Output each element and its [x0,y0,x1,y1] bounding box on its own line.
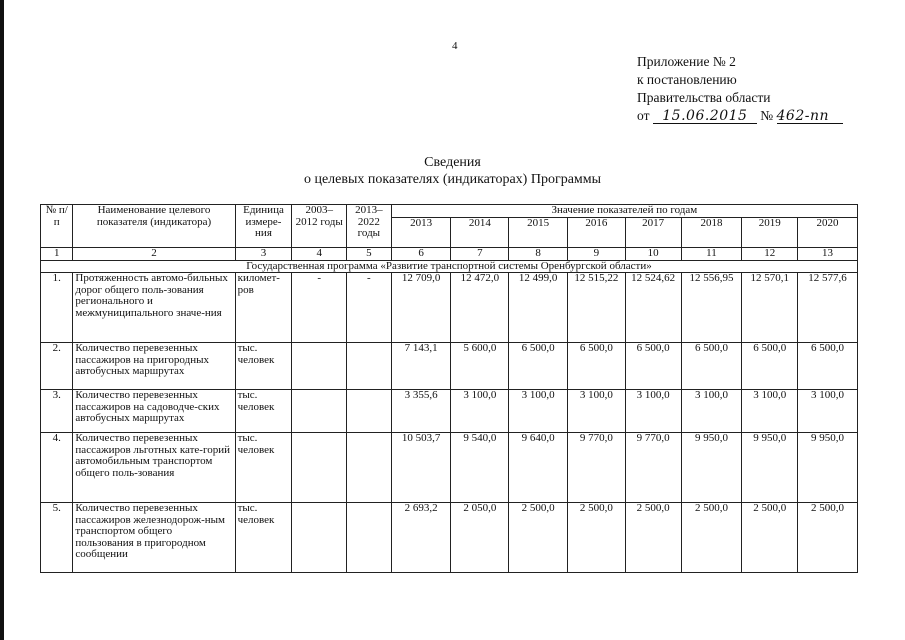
value-cell: 2 500,0 [798,503,858,573]
value-cell: 9 950,0 [798,433,858,503]
value-cell: 6 500,0 [568,343,626,390]
period-2013-2022-cell: - [347,273,392,343]
table-row [41,503,858,573]
unit-cell: километ-ров [235,273,292,343]
table-row [41,433,858,503]
header-years-group: Значение показателей по годам [391,205,857,218]
indicator-name: Протяженность автомо-бильных дорог общего поль-зования регионального и межмуниципального значе-ния [73,273,235,343]
header-year: 2015 [509,217,568,248]
unit-cell: тыс. человек [235,433,292,503]
value-cell: 6 500,0 [798,343,858,390]
value-cell: 12 499,0 [509,273,568,343]
value-cell: 12 556,95 [681,273,742,343]
header-year: 2020 [798,217,858,248]
appendix-date-line [637,107,843,125]
header-row-1 [41,205,858,218]
value-cell: 2 500,0 [681,503,742,573]
column-number: 11 [681,248,742,261]
indicator-name: Количество перевезенных пассажиров на пригородных автобусных маршрутах [73,343,235,390]
value-cell: 6 500,0 [742,343,798,390]
value-cell: 6 500,0 [625,343,681,390]
value-cell: 5 600,0 [451,343,509,390]
row-number: 4. [41,433,73,503]
value-cell: 3 355,6 [391,390,451,433]
value-cell: 2 500,0 [568,503,626,573]
column-number: 6 [391,248,451,261]
column-number: 7 [451,248,509,261]
header-unit: Единица измере-ния [235,205,292,248]
value-cell: 2 500,0 [742,503,798,573]
table-row [41,390,858,433]
value-cell: 3 100,0 [509,390,568,433]
value-cell: 9 640,0 [509,433,568,503]
value-cell: 2 500,0 [625,503,681,573]
scan-edge [0,0,4,640]
value-cell: 9 950,0 [681,433,742,503]
unit-cell: тыс. человек [235,343,292,390]
header-year: 2013 [391,217,451,248]
appendix-line-1: Приложение № 2 [637,54,736,69]
column-number: 5 [347,248,392,261]
value-cell: 12 515,22 [568,273,626,343]
indicator-name: Количество перевезенных пассажиров железнодорож-ным транспортом общего пользования в пригородном сообщении [73,503,235,573]
header-year: 2019 [742,217,798,248]
value-cell: 3 100,0 [742,390,798,433]
value-cell: 2 050,0 [451,503,509,573]
value-cell: 3 100,0 [568,390,626,433]
page-number: 4 [452,40,458,52]
header-year: 2014 [451,217,509,248]
column-number: 13 [798,248,858,261]
period-2003-2012-cell [292,343,347,390]
column-number: 3 [235,248,292,261]
row-number: 1. [41,273,73,343]
header-name: Наименование целевого показателя (индикатора) [73,205,235,248]
unit-cell: тыс. человек [235,503,292,573]
column-number: 8 [509,248,568,261]
value-cell: 6 500,0 [509,343,568,390]
value-cell: 3 100,0 [451,390,509,433]
appendix-from-label: от [637,108,650,123]
appendix-line-2: к постановлению [637,72,737,87]
header-period-2: 2013– 2022 годы [347,205,392,248]
column-number: 9 [568,248,626,261]
program-title: Государственная программа «Развитие транспортной системы Оренбургской области» [41,260,858,273]
table-row [41,343,858,390]
unit-cell: тыс. человек [235,390,292,433]
value-cell: 9 950,0 [742,433,798,503]
period-2013-2022-cell [347,343,392,390]
value-cell: 9 770,0 [568,433,626,503]
appendix-line-3: Правительства области [637,90,771,105]
row-number: 5. [41,503,73,573]
value-cell: 12 570,1 [742,273,798,343]
indicator-name: Количество перевезенных пассажиров на садоводче-ских автобусных маршрутах [73,390,235,433]
value-cell: 12 577,6 [798,273,858,343]
table-row [41,273,858,343]
column-number-row [41,248,858,261]
period-2013-2022-cell [347,390,392,433]
period-2003-2012-cell [292,503,347,573]
appendix-number: 462-пп [777,109,843,124]
appendix-number-label: № [760,108,774,123]
value-cell: 2 500,0 [509,503,568,573]
column-number: 1 [41,248,73,261]
header-year: 2016 [568,217,626,248]
period-2013-2022-cell [347,433,392,503]
value-cell: 3 100,0 [625,390,681,433]
value-cell: 12 524,62 [625,273,681,343]
value-cell: 7 143,1 [391,343,451,390]
program-row [41,260,858,273]
header-period-1: 2003– 2012 годы [292,205,347,248]
appendix-block [637,53,843,125]
value-cell: 3 100,0 [798,390,858,433]
header-year: 2018 [681,217,742,248]
column-number: 4 [292,248,347,261]
indicators-table [40,204,858,573]
header-year: 2017 [625,217,681,248]
header-num: № п/п [41,205,73,248]
row-number: 3. [41,390,73,433]
title-line-1: Сведения [424,155,481,170]
value-cell: 12 472,0 [451,273,509,343]
value-cell: 3 100,0 [681,390,742,433]
value-cell: 12 709,0 [391,273,451,343]
document-title [0,154,905,188]
column-number: 2 [73,248,235,261]
value-cell: 9 540,0 [451,433,509,503]
value-cell: 2 693,2 [391,503,451,573]
title-line-2: о целевых показателях (индикаторах) Программы [303,172,602,187]
value-cell: 9 770,0 [625,433,681,503]
period-2003-2012-cell [292,433,347,503]
period-2003-2012-cell: - [292,273,347,343]
period-2013-2022-cell [347,503,392,573]
period-2003-2012-cell [292,390,347,433]
appendix-date: 15.06.2015 [653,109,757,124]
row-number: 2. [41,343,73,390]
value-cell: 6 500,0 [681,343,742,390]
column-number: 10 [625,248,681,261]
indicator-name: Количество перевезенных пассажиров льготных кате-горий автомобильным транспортом общего поль-зования [73,433,235,503]
value-cell: 10 503,7 [391,433,451,503]
column-number: 12 [742,248,798,261]
